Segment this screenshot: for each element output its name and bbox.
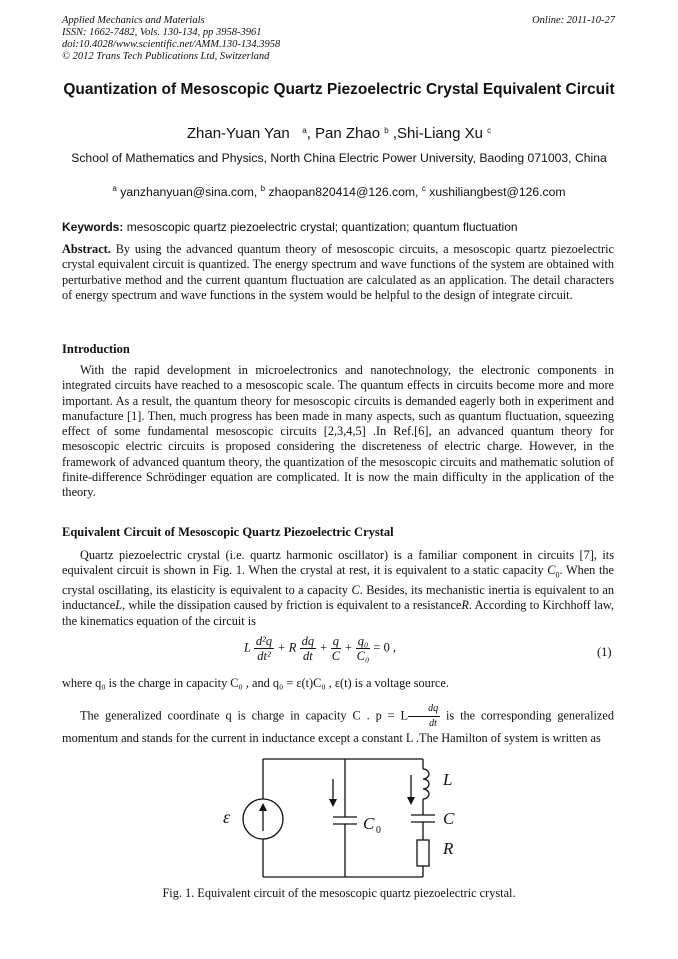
p1-text-e: , while the dissipation caused by friction is equivalent to a resistance (122, 598, 462, 613)
eq-L: L (244, 640, 251, 655)
affiliation: School of Mathematics and Physics, North China Electric Power University, Baoding 071003, China (71, 151, 607, 165)
journal-header (62, 15, 280, 63)
label-L: L (443, 770, 453, 789)
eq-frac-3-num: q (332, 634, 339, 648)
email-c[interactable]: xushiliangbest@126.com (425, 185, 566, 199)
email-list (62, 185, 616, 199)
email-a[interactable]: yanzhanyuan@sina.com, (116, 185, 261, 199)
eq-frac-2-num: dq (301, 634, 315, 648)
label-C: C (443, 809, 455, 828)
p3-frac (408, 702, 440, 731)
issn-line: ISSN: 1662-7482, Vols. 130-134, pp 3958-3961 (62, 27, 262, 38)
p1-text-a: Quartz piezoelectric crystal (i.e. quartz harmonic oscillator) is a familiar component in circuits [7], its equivalent circuit is shown in Fig. 1. When the crystal at rest, it is equivalent to a static capacity (62, 548, 614, 578)
copyright-line: © 2012 Trans Tech Publications Ltd, Switzerland (62, 51, 270, 62)
eq-frac-2-den: dt (302, 649, 313, 663)
author-1-sup: a (302, 126, 307, 135)
email-a-sup: a (112, 184, 117, 193)
p1-c0: C (547, 563, 556, 578)
author-2-sup: b (384, 126, 389, 135)
equation-number: (1) (597, 645, 612, 659)
eq-plus-r: + R (277, 640, 297, 655)
keywords (62, 220, 616, 234)
doi-line: doi:10.4028/www.scientific.net/AMM.130-134.3958 (62, 39, 281, 50)
section-paragraph-2: where q₀ is the charge in capacity C₀ , and q₀ = ε(t)C₀ , ε(t) is a voltage source. (62, 676, 449, 690)
p3-frac-den: dt (429, 718, 437, 729)
email-b-sup: b (260, 184, 266, 193)
p1-R: R (461, 598, 469, 613)
author-2: , Pan Zhao (306, 125, 381, 142)
email-c-sup: c (421, 184, 426, 193)
author-3: ,Shi-Liang Xu (388, 125, 483, 142)
section-heading: Equivalent Circuit of Mesoscopic Quartz Piezoelectric Crystal (62, 525, 394, 539)
online-date: Online: 2011-10-27 (532, 15, 615, 26)
keywords-label: Keywords: (62, 220, 124, 234)
eq-frac-3 (331, 634, 341, 663)
eq-frac-1-den: dt² (257, 649, 271, 663)
lcr-arrow-head (407, 797, 415, 805)
p1-c0-sub: 0 (555, 570, 560, 580)
c0-arrow-head (329, 799, 337, 807)
section-paragraph-1 (62, 548, 614, 629)
eq-frac-4-num: q₀ (357, 634, 369, 648)
journal-name: Applied Mechanics and Materials (62, 15, 205, 26)
abstract (62, 242, 614, 303)
eq-rhs: = 0 , (373, 640, 397, 655)
label-R: R (443, 839, 454, 858)
eq-frac-1 (254, 634, 274, 663)
eq-frac-2 (300, 634, 317, 663)
author-3-sup: c (487, 126, 492, 135)
p1-text-b: . When the crystal oscillating, its elasticity is equivalent to a capacity (62, 563, 614, 598)
equation-1 (244, 634, 396, 663)
p3-text-a: The generalized coordinate q is charge in capacity C . p = L (80, 708, 409, 723)
p1-c: C (351, 583, 360, 598)
resistor (417, 840, 429, 866)
label-c0-sub: 0 (376, 825, 381, 836)
p1-text-f: . According to Kirchhoff law, the kinematics equation of the circuit is (62, 598, 615, 628)
label-c0: C (363, 814, 375, 833)
eq-frac-3-den: C (331, 649, 341, 663)
figure-caption: Fig. 1. Equivalent circuit of the mesoscopic quartz piezoelectric crystal. (162, 886, 516, 900)
inductor-coil (423, 769, 429, 799)
intro-heading: Introduction (62, 342, 130, 356)
eq-plus-3: + (344, 640, 353, 655)
p3-frac-num: dq (408, 702, 440, 717)
section-paragraph-3 (62, 702, 614, 746)
circuit-diagram (215, 755, 465, 880)
intro-paragraph: With the rapid development in microelectronics and nanotechnology, the electronic components in integrated circuits have reached to a mesoscopic scale. The quantum effects in circuits become more and more important. As a result, the quantum theory for mesoscopic circuits is demanded eagerly both in experiment and manufacture [1]. Then, much progress has been made in many aspects, such as quantum fluctuation, squeezing effect of some fundamental mesoscopic circuits [2,3,4,5] .In Ref.[6], an advanced quantum theory for mesoscopic electric circuits is proposed considering the discreteness of electric charge. However, in the framework of advanced quantum theory, the quantization of the mesoscopic circuits and mathematic solution of finite-difference Schrödinger equation are complicated. It is now the main difficulty in the application of the theory. (62, 363, 614, 500)
eq-plus-2: + (319, 640, 328, 655)
eq-frac-4 (356, 634, 371, 663)
abstract-text: By using the advanced quantum theory of mesoscopic circuits, a mesoscopic quartz piezoelectric crystal equivalent circuit is quantized. The energy spectrum and wave functions of the system are obtained with perturbative method and the current quantum fluctuation are calculated as an application. The detail characters of energy spectrum and wave functions in the system would be helpful to the design of integrate circuit. (62, 242, 614, 302)
label-epsilon: ε (223, 807, 231, 827)
email-b[interactable]: zhaopan820414@126.com, (265, 185, 422, 199)
p3-text-b: is the corresponding generalized momentum and stands for the current in inductance except a constant L .The Hamilton of system is written as (62, 708, 614, 745)
source-arrow-head (259, 803, 267, 811)
author-1: Zhan-Yuan Yan (186, 125, 290, 142)
author-list (62, 125, 616, 142)
p1-text-d: . Besides, its mechanistic inertia is equivalent to an inductance (62, 583, 615, 613)
p1-L: L (115, 598, 123, 613)
paper-title: Quantization of Mesoscopic Quartz Piezoelectric Crystal Equivalent Circuit (63, 81, 615, 98)
eq-frac-1-num: d²q (255, 634, 273, 648)
abstract-label: Abstract. (62, 242, 111, 256)
keywords-text: mesoscopic quartz piezoelectric crystal; quantization; quantum fluctuation (123, 220, 518, 234)
eq-frac-4-den: C₀ (356, 649, 370, 663)
